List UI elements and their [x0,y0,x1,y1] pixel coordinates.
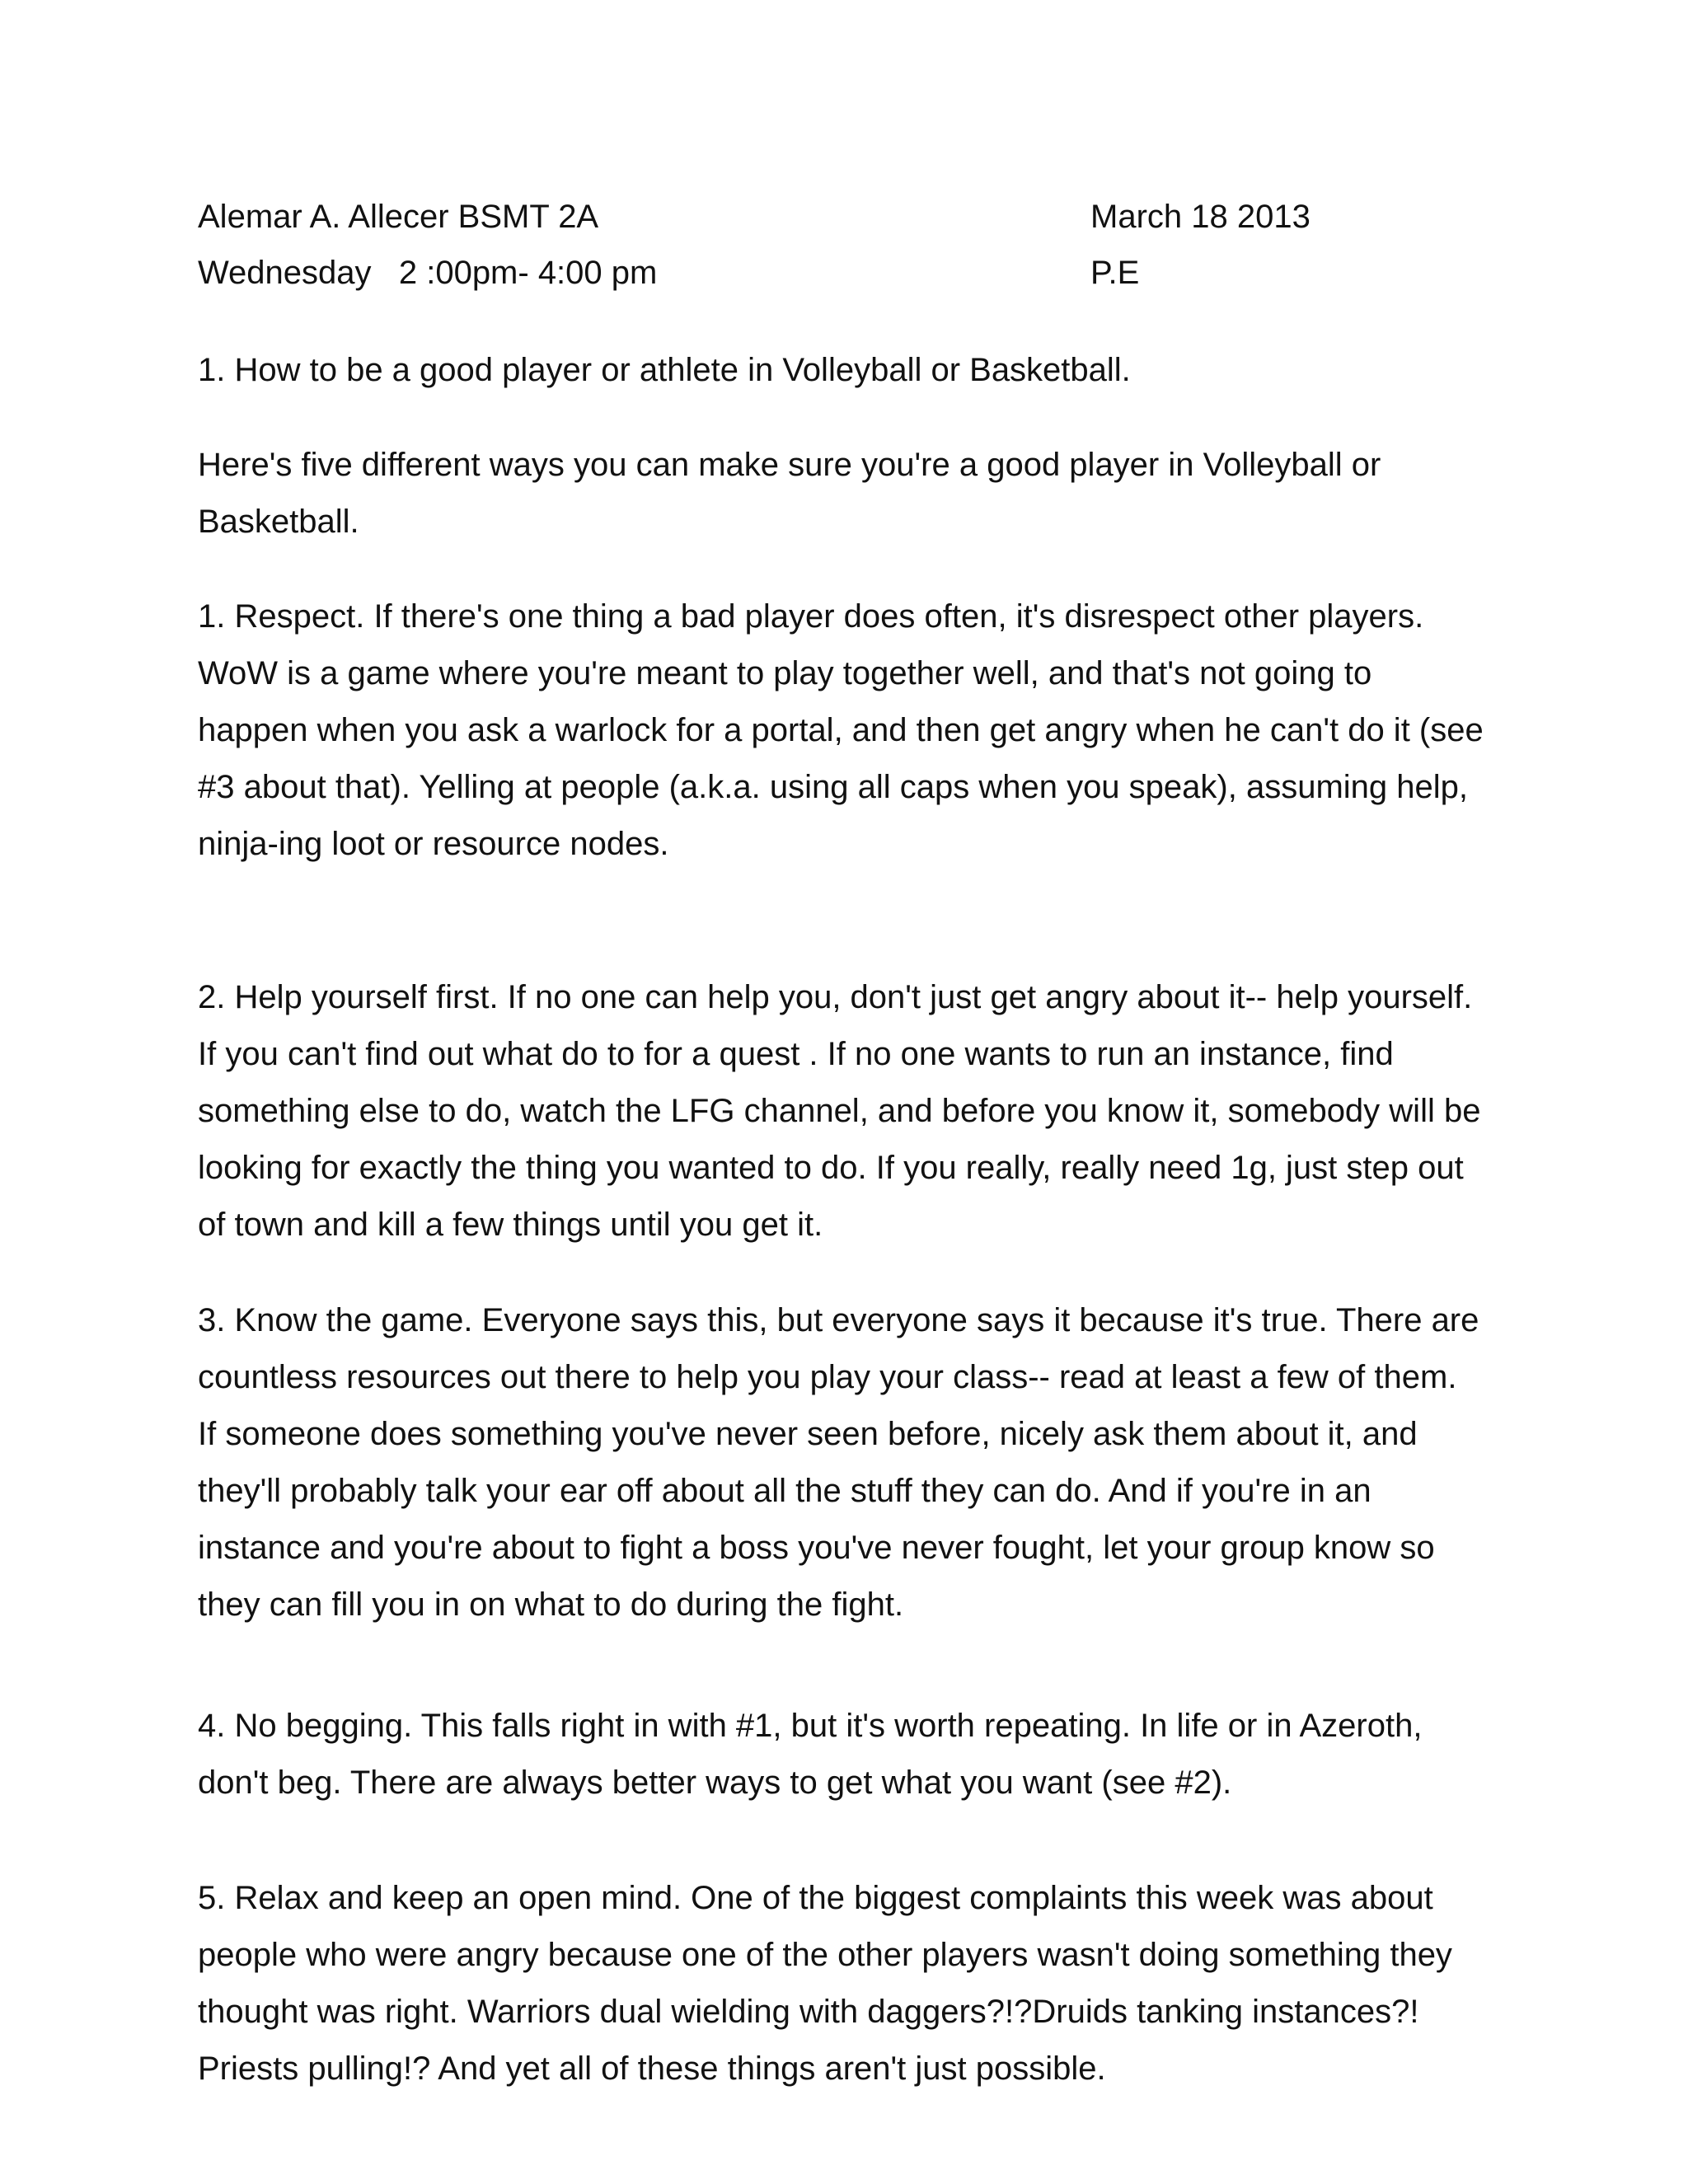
item-4-line: don't beg. There are always better ways to get what you want (see #2). [198,1765,1232,1801]
intro-line: Here's five different ways you can make sure you're a good player in Volleyball or [198,447,1381,483]
item-1-line: 1. Respect. If there's one thing a bad player does often, it's disrespect other players. [198,598,1424,635]
item-3-line: instance and you're about to fight a boss you've never fought, let your group know so [198,1530,1435,1566]
subject: P.E [1090,255,1140,291]
item-3-line: they can fill you in on what to do during the fight. [198,1586,904,1623]
document-date: March 18 2013 [1090,199,1311,235]
item-3-line: If someone does something you've never seen before, nicely ask them about it, and [198,1416,1418,1452]
intro-line: Basketball. [198,504,359,540]
item-4-line: 4. No begging. This falls right in with #1, but it's worth repeating. In life or in Azeroth, [198,1708,1423,1744]
item-1-line: #3 about that). Yelling at people (a.k.a. using all caps when you speak), assuming help, [198,769,1468,805]
item-5-line: Priests pulling!? And yet all of these things aren't just possible. [198,2050,1106,2087]
item-2-line: If you can't find out what do to for a quest . If no one wants to run an instance, find [198,1036,1394,1072]
item-3-line: countless resources out there to help you play your class-- read at least a few of them. [198,1359,1457,1395]
item-3-line: they'll probably talk your ear off about all the stuff they can do. And if you're in an [198,1473,1372,1509]
item-3-line: 3. Know the game. Everyone says this, but everyone says it because it's true. There are [198,1302,1479,1338]
item-5-line: people who were angry because one of the other players wasn't doing something they [198,1937,1452,1973]
item-1-line: WoW is a game where you're meant to play together well, and that's not going to [198,655,1372,691]
item-5-line: thought was right. Warriors dual wielding with daggers?!?Druids tanking instances?! [198,1994,1419,2030]
question-heading: 1. How to be a good player or athlete in Volleyball or Basketball. [198,352,1131,388]
item-2-line: something else to do, watch the LFG channel, and before you know it, somebody will be [198,1093,1481,1129]
student-name: Alemar A. Allecer BSMT 2A [198,199,599,235]
class-schedule: Wednesday 2 :00pm- 4:00 pm [198,255,658,291]
item-2-line: 2. Help yourself first. If no one can help you, don't just get angry about it-- help yourself. [198,979,1473,1015]
item-2-line: looking for exactly the thing you wanted to do. If you really, really need 1g, just step out [198,1150,1464,1186]
item-1-line: happen when you ask a warlock for a portal, and then get angry when he can't do it (see [198,712,1484,748]
item-5-line: 5. Relax and keep an open mind. One of the biggest complaints this week was about [198,1880,1433,1916]
item-2-line: of town and kill a few things until you get it. [198,1207,823,1243]
item-1-line: ninja-ing loot or resource nodes. [198,826,669,862]
